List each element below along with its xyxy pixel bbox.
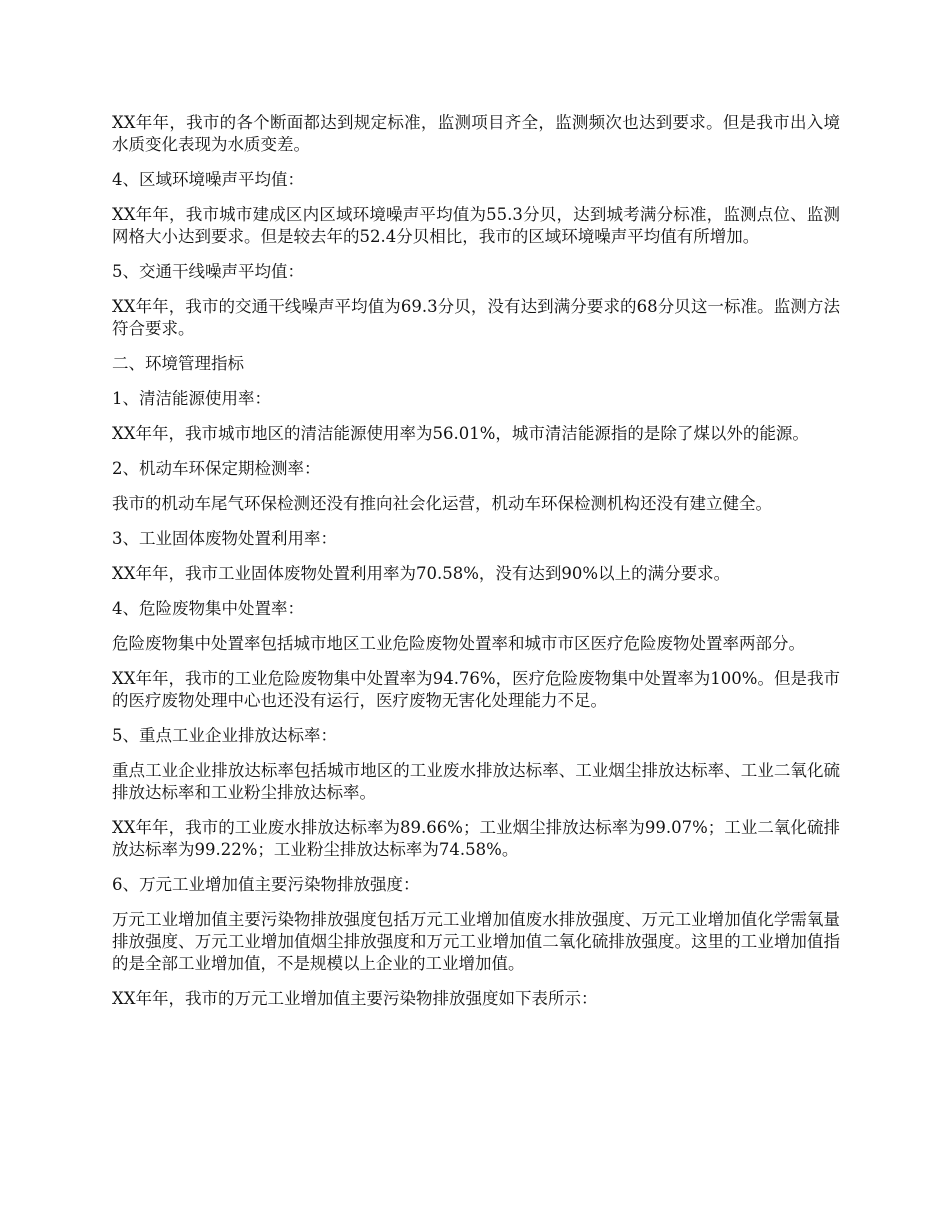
- paragraph-solid-waste: XX年年，我市工业固体废物处置利用率为70.58%，没有达到90%以上的满分要求。: [112, 564, 731, 583]
- heading-clean-energy: 1、清洁能源使用率：: [112, 389, 271, 408]
- heading-vehicle-inspection: 2、机动车环保定期检测率：: [112, 459, 321, 478]
- heading-traffic-noise: 5、交通干线噪声平均值：: [112, 262, 304, 281]
- heading-pollutant-intensity: 6、万元工业增加值主要污染物排放强度：: [112, 875, 420, 894]
- paragraph-hazardous-waste-definition: 危险废物集中处置率包括城市地区工业危险废物处置率和城市市区医疗危险废物处置率两部分。: [112, 634, 805, 653]
- heading-hazardous-waste: 4、危险废物集中处置率：: [112, 599, 304, 618]
- paragraph-vehicle-inspection: 我市的机动车尾气环保检测还没有推向社会化运营，机动车环保检测机构还没有建立健全。: [112, 494, 772, 513]
- paragraph-water-quality: XX年年，我市的各个断面都达到规定标准，监测项目齐全，监测频次也达到要求。但是我市出入境水质变化表现为水质变差。: [112, 113, 840, 154]
- paragraph-clean-energy: XX年年，我市城市地区的清洁能源使用率为56.01%，城市清洁能源指的是除了煤以外的能源。: [112, 424, 809, 443]
- paragraph-pollutant-intensity-definition: 万元工业增加值主要污染物排放强度包括万元工业增加值废水排放强度、万元工业增加值化学需氧量排放强度、万元工业增加值烟尘排放强度和万元工业增加值二氧化硫排放强度。这里的工业增加值指的是全部工业增加值，不是规模以上企业的工业增加值。: [112, 910, 840, 973]
- heading-solid-waste: 3、工业固体废物处置利用率：: [112, 529, 337, 548]
- section-heading-env-management: 二、环境管理指标: [112, 354, 244, 373]
- paragraph-emission-compliance-definition: 重点工业企业排放达标率包括城市地区的工业废水排放达标率、工业烟尘排放达标率、工业二氧化硫排放达标率和工业粉尘排放达标率。: [112, 761, 840, 802]
- paragraph-traffic-noise: XX年年，我市的交通干线噪声平均值为69.3分贝，没有达到满分要求的68分贝这一标准。监测方法符合要求。: [112, 297, 840, 338]
- paragraph-pollutant-intensity-table-intro: XX年年，我市的万元工业增加值主要污染物排放强度如下表所示：: [112, 989, 598, 1008]
- heading-regional-noise: 4、区域环境噪声平均值：: [112, 170, 304, 189]
- paragraph-emission-compliance-rates: XX年年，我市的工业废水排放达标率为89.66%；工业烟尘排放达标率为99.07%；工业二氧化硫排放达标率为99.22%；工业粉尘排放达标率为74.58%。: [112, 818, 840, 859]
- paragraph-hazardous-waste-rates: XX年年，我市的工业危险废物集中处置率为94.76%，医疗危险废物集中处置率为100%。但是我市的医疗废物处理中心也还没有运行，医疗废物无害化处理能力不足。: [112, 669, 840, 710]
- heading-emission-compliance: 5、重点工业企业排放达标率：: [112, 726, 337, 745]
- paragraph-regional-noise: XX年年，我市城市建成区内区域环境噪声平均值为55.3分贝，达到城考满分标准，监测点位、监测网格大小达到要求。但是较去年的52.4分贝相比，我市的区域环境噪声平均值有所增加。: [112, 205, 840, 246]
- document-page: [112, 112, 840, 1023]
